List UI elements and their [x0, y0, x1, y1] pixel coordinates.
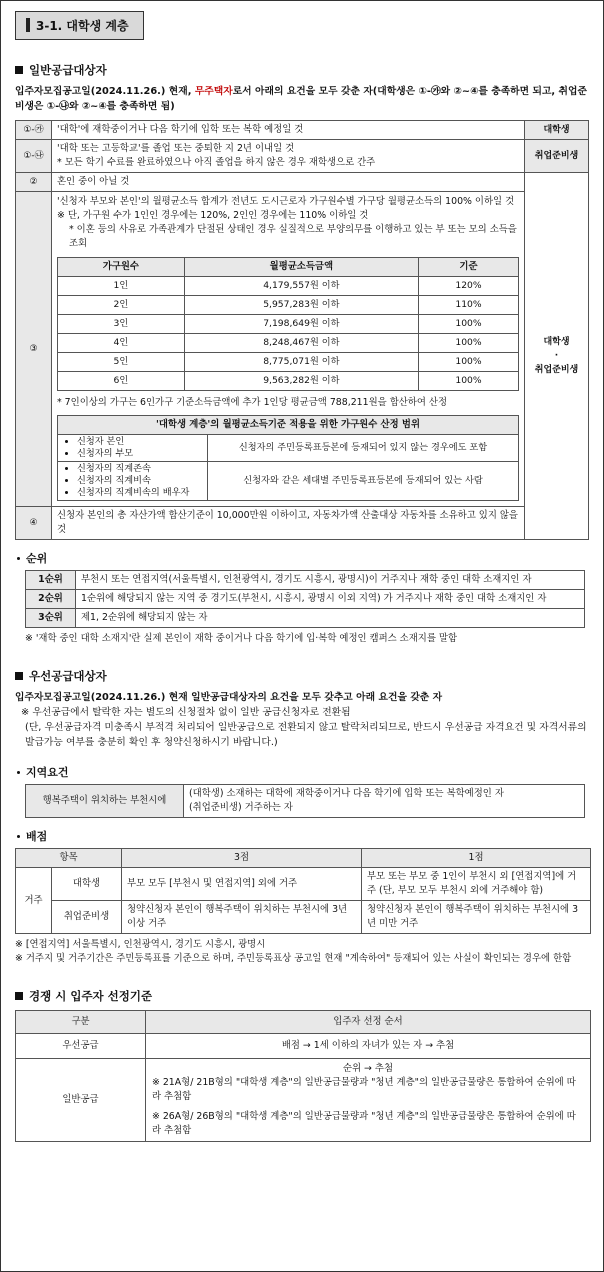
priority-note-1: ※ 우선공급에서 탈락한 자는 별도의 신청절차 없이 일반 공급신청자로 전환됨 — [21, 707, 351, 718]
score-note-2: ※ 거주지 및 거주기간은 주민등록표를 기준으로 하며, 주민등록표상 공고일 현재 "계속하여" 등재되어 있는 사실이 확인되는 경우에 한함 — [15, 953, 572, 964]
income-table — [57, 257, 519, 391]
income-row: 3인 7,198,649원 이하 100% — [58, 315, 519, 334]
region-heading: 지역요건 — [15, 764, 589, 780]
income-header-1: 월평균소득금액 — [184, 258, 418, 277]
req-4: 신청자 본인의 총 자산가액 합산기준이 10,000만원 이하이고, 자동차가액 산출대상 자동차를 소유하고 있지 않을 것 — [52, 507, 525, 540]
square-bullet-icon — [15, 66, 23, 74]
list-item: • 신청자의 직계비속의 배우자 — [77, 487, 202, 499]
rank-note: ※ '재학 중인 대학 소재지'란 실제 본인이 재학 중이거나 다음 학기에 입·복학 예정인 캠퍼스 소재지를 말함 — [25, 633, 458, 644]
table-row: 3순위 제1, 2순위에 해당되지 않는 자 — [26, 609, 585, 628]
selection-table: 구분 입주자 선정 순서 우선공급 배점 → 1세 이하의 자녀가 있는 자 → 추첨 일반공급 순위 → 추첨 ※ 21A형/ 21B형의 "대학생 계층"의 일반공급물량과 "청년 계층"의 일반공급물량은 통합하여 순위에 따라 추첨함 ※ 26A형/ 26B형의 "대학생 계층"의 일반공급물량과 "청년 계층"의 일반공급물량은 통합하여 순위에 따라 추첨함 — [15, 1010, 591, 1142]
list-item: • 신청자 본인 — [77, 436, 202, 448]
req-1b: '대학 또는 고등학교'를 졸업 또는 중퇴한 지 2년 이내일 것 * 모든 학기 수료를 완료하였으나 아직 졸업을 하지 않은 경우 재학생으로 간주 — [52, 140, 525, 173]
list-item: • 신청자의 부모 — [77, 448, 202, 460]
section-title: 3-1. 대학생 계층 — [15, 11, 144, 40]
income-row: 6인 9,563,282원 이하 100% — [58, 372, 519, 391]
region-table: 행복주택이 위치하는 부천시에 (대학생) 소재하는 대학에 재학중이거나 다음 학기에 입학 또는 복학예정인 자 (취업준비생) 거주하는 자 — [25, 784, 585, 818]
table-row: 2순위 1순위에 해당되지 않는 지역 중 경기도(부천시, 시흥시, 광명시 이외 지역) 가 거주지나 재학 중인 대학 소재지인 자 — [26, 590, 585, 609]
income-row: 4인 8,248,467원 이하 100% — [58, 334, 519, 353]
income-row: 5인 8,775,071원 이하 100% — [58, 353, 519, 372]
income-row: 1인 4,179,557원 이하 120% — [58, 277, 519, 296]
req-2: 혼인 중이 아닐 것 — [52, 173, 525, 192]
priority-intro: 입주자모집공고일(2024.11.26.) 현재 일반공급대상자의 요건을 모두 갖추고 아래 요건을 갖춘 자 — [15, 692, 443, 703]
rank-table — [25, 570, 585, 628]
req-1a: '대학'에 재학중이거나 다음 학기에 입학 또는 복학 예정일 것 — [52, 121, 525, 140]
priority-note-2: (단, 우선공급자격 미충족시 부적격 처리되어 일반공급으로 전환되지 않고 탈락처리되므로, 반드시 우선공급 자격요건 및 자격서류의 발급가능 여부를 충분히 확인 후 청약신청하시기 바랍니다.) — [25, 722, 587, 748]
side-label-students-jobseekers: 대학생 · 취업준비생 — [525, 173, 589, 540]
table-row: 1순위 부천시 또는 연접지역(서울특별시, 인천광역시, 경기도 시흥시, 광명시)이 거주지나 재학 중인 대학 소재지인 자 — [26, 571, 585, 590]
square-bullet-icon — [15, 672, 23, 680]
selection-heading: 경쟁 시 입주자 선정기준 — [15, 988, 589, 1004]
general-requirements-table: ①-㉮ '대학'에 재학중이거나 다음 학기에 입학 또는 복학 예정일 것 대학생 ①-㉯ '대학 또는 고등학교'를 졸업 또는 중퇴한 지 2년 이내일 것 * 모든 학기 수료를 완료하였으나 아직 졸업을 하지 않은 경우 재학생으로 간주 취업준비생 ② 혼인 중이 아닐 것 대학생 · 취업준비생 ③ '신청자 부모와 본인'의 월평균소득 합계가 전년도 도시근로자 가구원수별 가구당 월평균소득의 100% 이하일 것 ※ 단, 가구원 수가 1인인 경우에는 120%, 2인인 경우에는 110% 이하일 것 * 이혼 등의 사유로 가족관계가 단절된 상태인 경우 실질적으로 부양의무를 이행하고 있는 부 또는 모의 소득을 조회 가구원수 월평균소득금액 기준 1인 4,179,557원 이하 120% 2인 5,957,283원 이하 110% 3인 7,198,649원 이하 100% 4인 8,248,467원 이하 100% 5인 8,775,071원 이하 100% 6인 9,563,282원 이하 100% * 7인이상의 가구는 6인가구 기준소득금액에 추가 1인당 평균금액 788,211원을 합산하여 산정 '대학생 계층'의 월평균소득기준 적용을 위한 가구원수 산정 범위 • 신청자 본인 • 신청자의 부모 신청자의 주민등록표등본에 등재되어 있지 않는 경우에도 포함 • 신청자의 직계존속 • 신청자의 직계비속 • 신청자의 직계비속의 배우자 신청자와 같은 세대별 주민등록표등본에 등재되어 있는 사람 ④ 신청자 본인의 총 자산가액 합산기준이 10,000만원 이하이고, 자동차가액 산출대상 자동차를 소유하고 있지 않을 것 — [15, 120, 589, 540]
req-3: '신청자 부모와 본인'의 월평균소득 합계가 전년도 도시근로자 가구원수별 가구당 월평균소득의 100% 이하일 것 ※ 단, 가구원 수가 1인인 경우에는 120%, 2인인 경우에는 110% 이하일 것 * 이혼 등의 사유로 가족관계가 단절된 상태인 경우 실질적으로 부양의무를 이행하고 있는 부 또는 모의 소득을 조회 가구원수 월평균소득금액 기준 1인 4,179,557원 이하 120% 2인 5,957,283원 이하 110% 3인 7,198,649원 이하 100% 4인 8,248,467원 이하 100% 5인 8,775,071원 이하 100% 6인 9,563,282원 이하 100% * 7인이상의 가구는 6인가구 기준소득금액에 추가 1인당 평균금액 788,211원을 합산하여 산정 '대학생 계층'의 월평균소득기준 적용을 위한 가구원수 산정 범위 • 신청자 본인 • 신청자의 부모 신청자의 주민등록표등본에 등재되어 있지 않는 경우에도 포함 • 신청자의 직계존속 • 신청자의 직계비속 • 신청자의 직계비속의 배우자 신청자와 같은 세대별 주민등록표등본에 등재되어 있는 사람 — [52, 192, 525, 507]
score-heading: 배점 — [15, 828, 589, 844]
income-header-0: 가구원수 — [58, 258, 185, 277]
score-note-1: ※ [연접지역] 서울특별시, 인천광역시, 경기도 시흥시, 광명시 — [15, 939, 266, 950]
general-heading: 일반공급대상자 — [15, 62, 589, 78]
household-scope-table: '대학생 계층'의 월평균소득기준 적용을 위한 가구원수 산정 범위 • 신청자 본인 • 신청자의 부모 신청자의 주민등록표등본에 등재되어 있지 않는 경우에도 포함 • 신청자의 직계존속 • 신청자의 직계비속 • 신청자의 직계비속의 배우자 신청자와 같은 세대별 주민등록표등본에 등재되어 있는 사람 — [57, 415, 519, 501]
general-intro: 입주자모집공고일(2024.11.26.) 현재, 무주택자로서 아래의 요건을 모두 갖춘 자(대학생은 ①-㉮와 ②~④를 충족하면 되고, 취업준비생은 ①-㉯와 ②~④를 충족하면 됨) — [15, 86, 587, 112]
list-item: • 신청자의 직계비속 — [77, 475, 202, 487]
rank-heading: 순위 — [15, 550, 589, 566]
list-item: • 신청자의 직계존속 — [77, 463, 202, 475]
priority-heading: 우선공급대상자 — [15, 668, 589, 684]
income-header-2: 기준 — [418, 258, 518, 277]
score-table: 항목 3점 1점 거주 대학생 부모 모두 [부천시 및 연접지역] 외에 거주 부모 또는 부모 중 1인이 부천시 외 [연접지역]에 거주 (단, 부모 모두 부천시 외에 거주해야 함) 취업준비생 청약신청자 본인이 행복주택이 위치하는 부천시에 3년 이상 거주 청약신청자 본인이 행복주택이 위치하는 부천시에 3년 미만 거주 — [15, 848, 591, 934]
square-bullet-icon — [15, 992, 23, 1000]
income-row: 2인 5,957,283원 이하 110% — [58, 296, 519, 315]
